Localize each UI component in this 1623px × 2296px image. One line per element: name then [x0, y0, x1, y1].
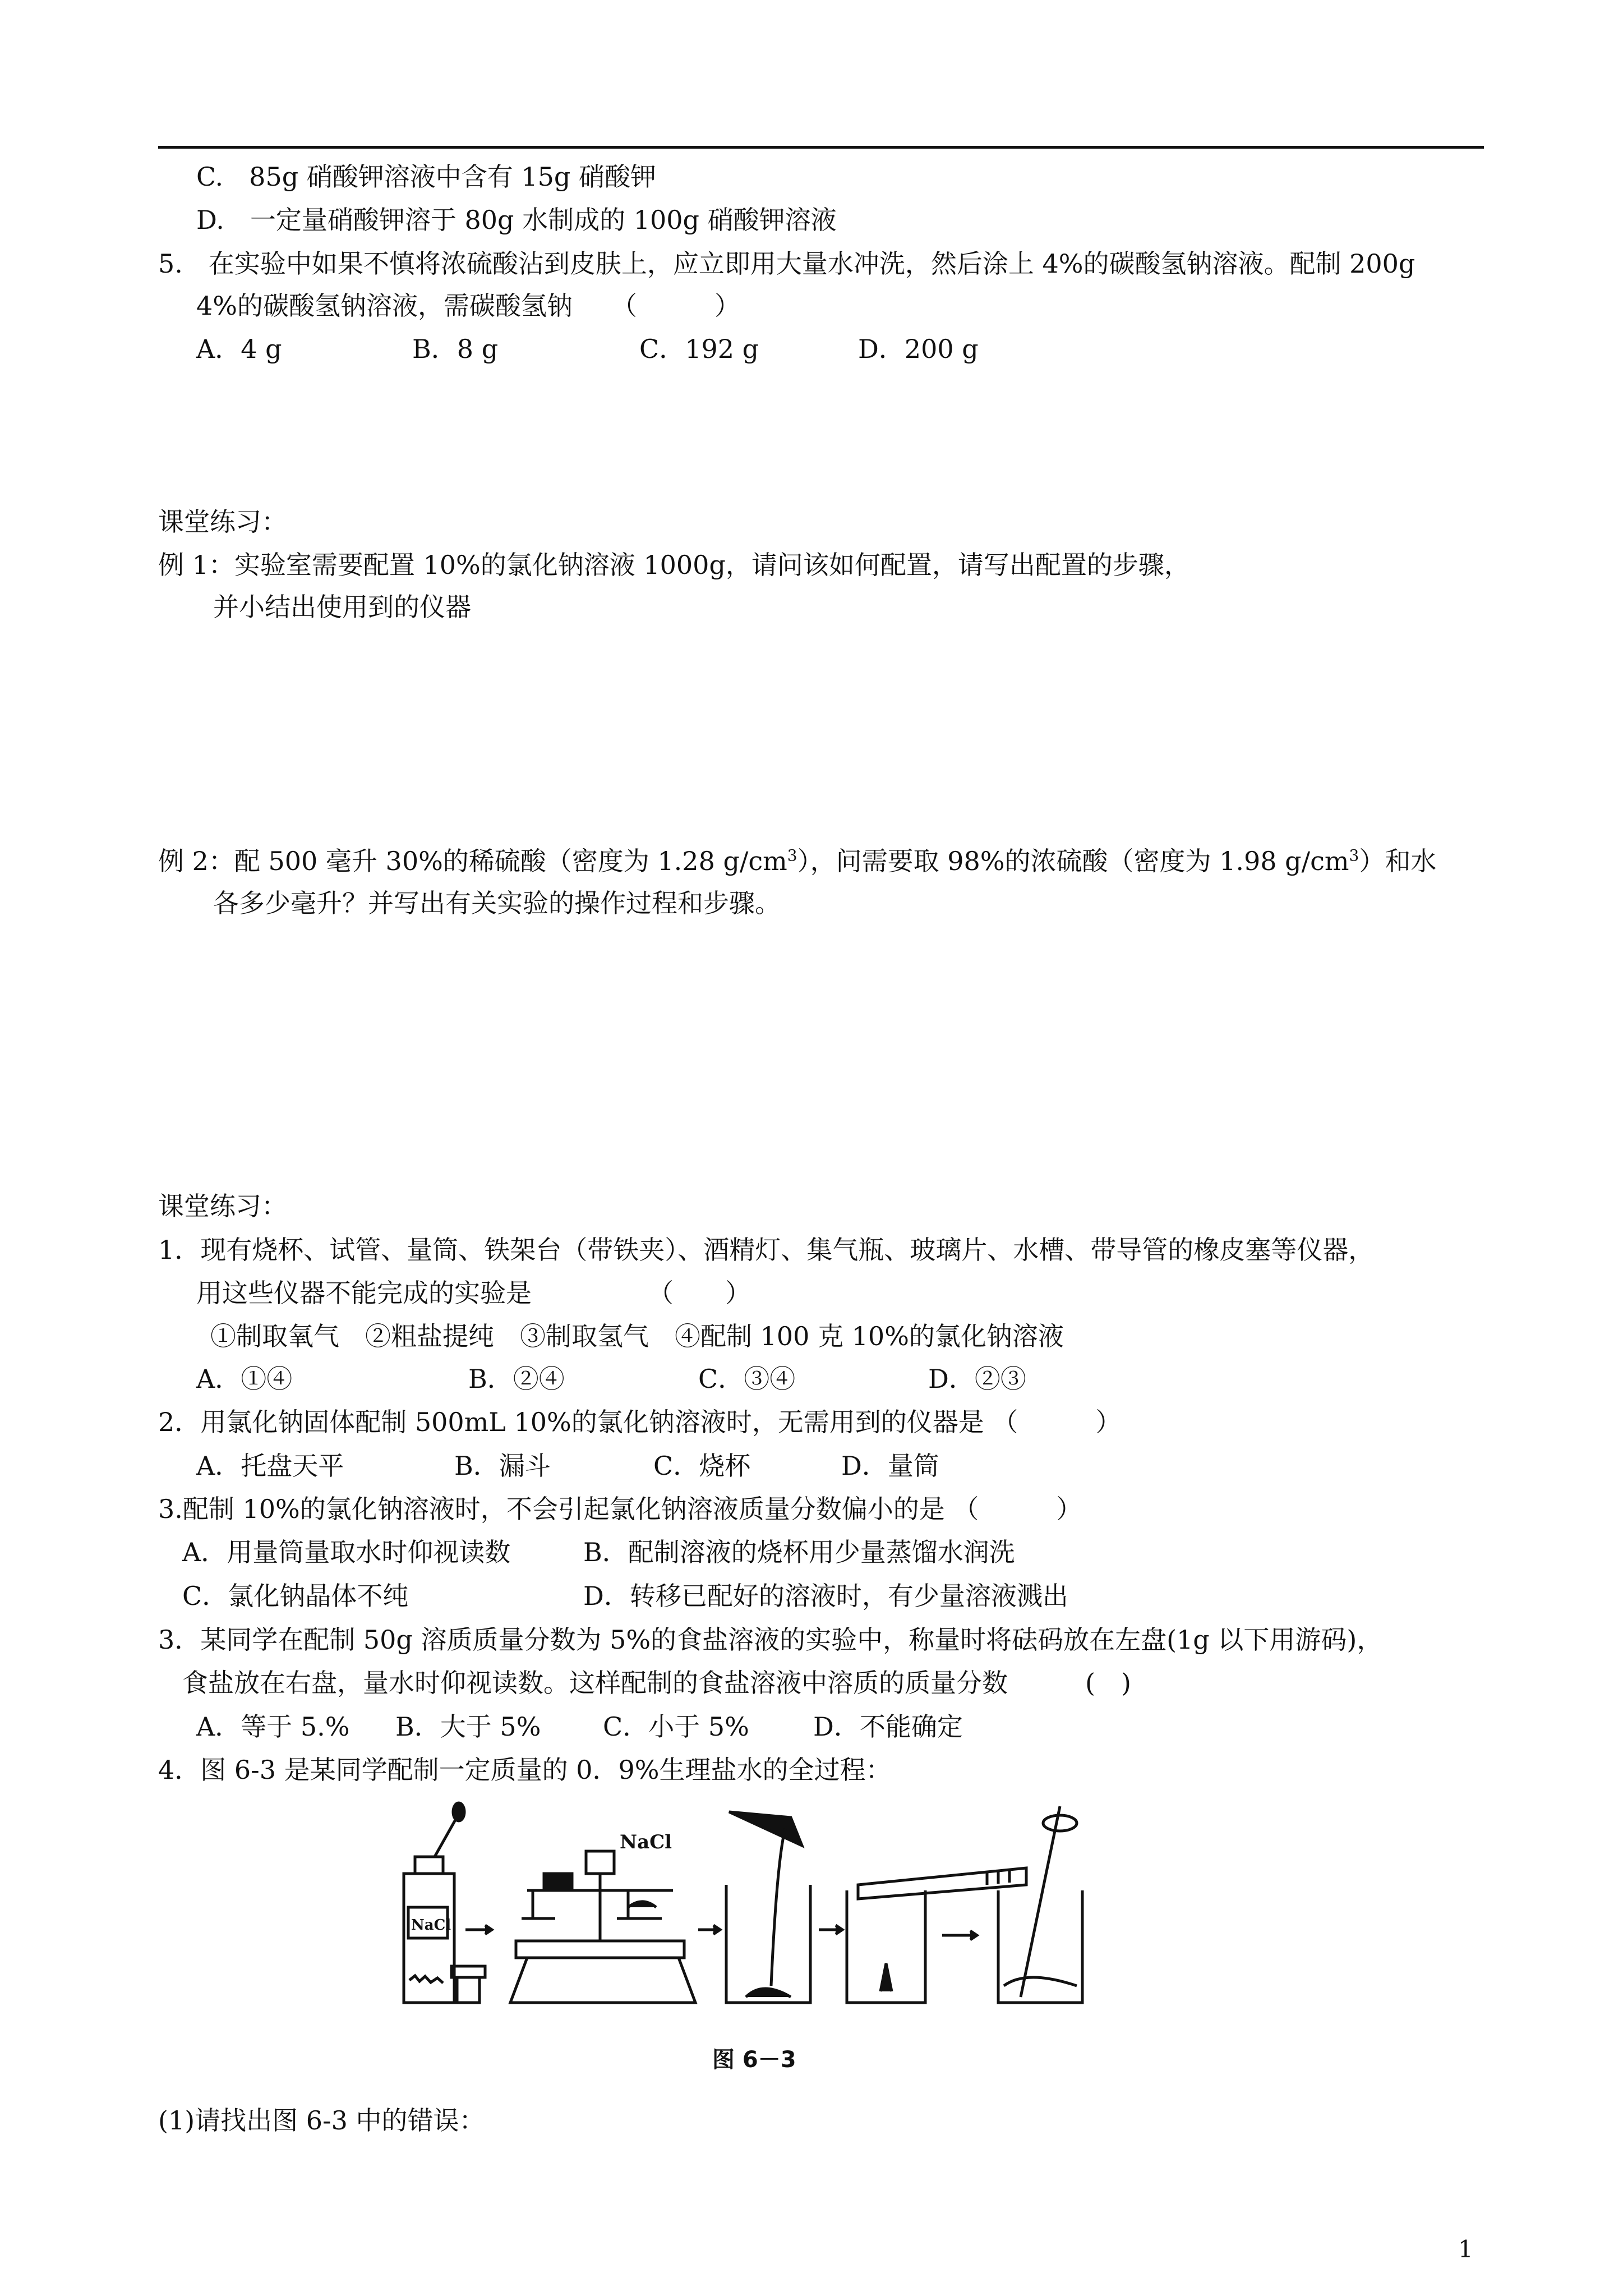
q2-option-c: C．烧杯 [653, 1451, 751, 1481]
q5-option-c: C．192 g [639, 334, 759, 364]
q3b-line2: 食盐放在右盘，量水时仰视读数。这样配制的食盐溶液中溶质的质量分数 ( ) [182, 1668, 1131, 1698]
q3-option-c: C．氯化钠晶体不纯 [182, 1581, 409, 1611]
section2-heading: 课堂练习： [158, 1191, 287, 1221]
q2-option-a: A．托盘天平 [196, 1451, 344, 1481]
q4-subquestion-1: (1)请找出图 6-3 中的错误： [158, 2105, 485, 2136]
q1-line2: 用这些仪器不能完成的实验是 （ ） [196, 1278, 751, 1308]
q4-line1: 4．图 6-3 是某同学配制一定质量的 0．9%生理盐水的全过程： [158, 1755, 892, 1785]
q5-option-b: B．8 g [412, 334, 499, 364]
solution-preparation-figure [393, 1795, 1110, 2019]
section1-heading: 课堂练习： [158, 507, 287, 537]
q1-line1: 1．现有烧杯、试管、量筒、铁架台（带铁夹）、酒精灯、集气瓶、玻璃片、水槽、带导管的橡皮塞等仪器， [158, 1235, 1375, 1265]
page-number: 1 [1458, 2235, 1473, 2263]
q3-option-b: B．配制溶液的烧杯用少量蒸馏水润洗 [583, 1537, 1015, 1567]
q5-line1: 5. 在实验中如果不慎将浓硫酸沾到皮肤上，应立即用大量水冲洗，然后涂上 4%的碳酸氢钠溶液。配制 200g [158, 249, 1415, 279]
q2-option-b: B．漏斗 [454, 1451, 551, 1481]
bottle-label: NaCl [411, 1917, 451, 1934]
beaker-stir-icon [998, 1806, 1082, 2003]
example1-line2: 并小结出使用到的仪器 [213, 592, 471, 622]
q3b-option-c: C．小于 5% [603, 1711, 749, 1742]
q4-option-c: C. 85g 硝酸钾溶液中含有 15g 硝酸钾 [196, 162, 657, 192]
q3-option-d: D．转移已配好的溶液时，有少量溶液溅出 [583, 1581, 1068, 1611]
balance-scale-icon [510, 1851, 695, 2003]
q3b-option-a: A．等于 5.% [196, 1711, 350, 1742]
q1-option-b: B．②④ [468, 1364, 565, 1394]
q1-option-a: A．①④ [196, 1364, 293, 1394]
q5-option-d: D．200 g [858, 334, 979, 364]
q2-line1: 2．用氯化钠固体配制 500mL 10%的氯化钠溶液时，无需用到的仪器是 （ ） [158, 1407, 1122, 1437]
q5-line2: 4%的碳酸氢钠溶液，需碳酸氢钠 （ ） [196, 291, 740, 321]
example2-line1: 例 2：配 500 毫升 30%的稀硫酸（密度为 1.28 $g/cm^3$），问需要取 98%的浓硫酸（密度为 1.98 $g/cm^3$）和水 [158, 846, 1437, 876]
beaker-pour-icon [726, 1812, 810, 2003]
q3b-option-b: B．大于 5% [395, 1711, 541, 1742]
header-rule [158, 146, 1484, 149]
nacl-bottle-icon [404, 1803, 485, 2003]
example1-line1: 例 1：实验室需要配置 10%的氯化钠溶液 1000g，请问该如何配置，请写出配置的步骤， [158, 550, 1190, 580]
q2-option-d: D．量筒 [841, 1451, 939, 1481]
q3-line1: 3.配制 10%的氯化钠溶液时，不会引起氯化钠溶液质量分数偏小的是 （ ） [158, 1494, 1082, 1524]
example2-line2: 各多少毫升？并写出有关实验的操作过程和步骤。 [213, 888, 781, 918]
q4-option-d: D. 一定量硝酸钾溶于 80g 水制成的 100g 硝酸钾溶液 [196, 205, 837, 235]
q5-option-a: A．4 g [196, 334, 282, 364]
figure-caption: 图 6－3 [712, 2047, 796, 2073]
q1-option-d: D．②③ [928, 1364, 1026, 1394]
q1-option-c: C．③④ [698, 1364, 796, 1394]
q3-option-a: A．用量筒量取水时仰视读数 [182, 1537, 511, 1567]
q3b-line1: 3．某同学在配制 50g 溶质质量分数为 5%的食盐溶液的实验中，称量时将砝码放在左盘(1g 以下用游码)， [158, 1625, 1383, 1655]
q1-items: ①制取氧气 ②粗盐提纯 ③制取氢气 ④配制 100 克 10%的氯化钠溶液 [210, 1321, 1064, 1351]
scale-label: NaCl [620, 1831, 672, 1853]
q3b-option-d: D．不能确定 [813, 1711, 963, 1742]
